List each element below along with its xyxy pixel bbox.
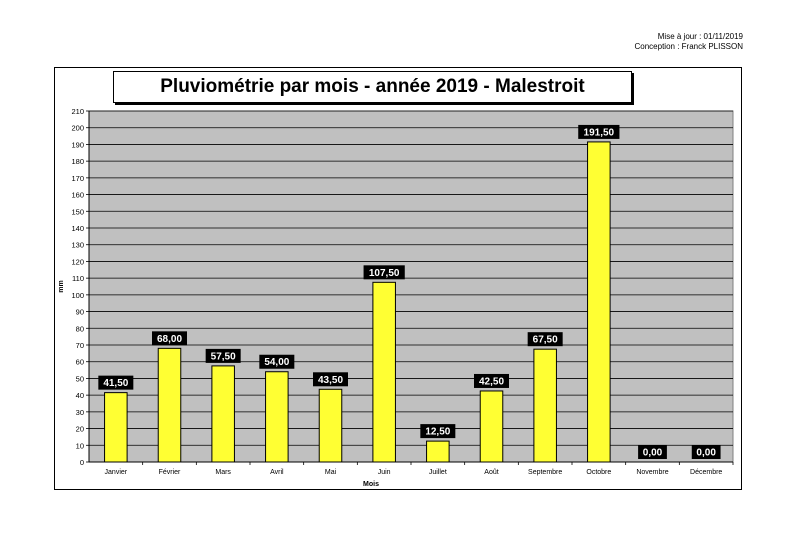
data-label: 107,50	[368, 267, 400, 279]
x-axis-title: Mois	[363, 481, 379, 488]
data-label: 67,50	[532, 334, 558, 346]
x-tick-label: Mars	[215, 469, 231, 476]
bar	[373, 282, 396, 462]
y-tick-label: 30	[75, 407, 84, 417]
data-label: 41,50	[103, 378, 129, 390]
bar	[319, 389, 342, 462]
data-label: 57,50	[210, 351, 236, 363]
x-tick-label: Septembre	[528, 469, 563, 476]
y-tick-label: 110	[72, 274, 84, 284]
y-tick-label: 100	[71, 290, 84, 300]
bar	[427, 441, 450, 462]
y-tick-label: 0	[79, 458, 84, 467]
data-label: 54,00	[264, 357, 290, 369]
y-tick-label: 90	[75, 307, 84, 317]
bar	[212, 366, 235, 462]
y-tick-label: 120	[71, 257, 84, 267]
y-tick-label: 130	[71, 240, 84, 250]
x-tick-label: Octobre	[586, 469, 612, 476]
data-label: 12,50	[425, 426, 451, 438]
x-tick-label: Avril	[270, 469, 284, 476]
y-tick-label: 50	[75, 374, 84, 384]
y-tick-label: 170	[71, 173, 84, 183]
y-tick-label: 200	[71, 123, 84, 133]
x-tick-label: Août	[484, 469, 499, 476]
bar	[105, 393, 128, 462]
x-tick-label: Janvier	[104, 469, 128, 476]
bar	[480, 391, 503, 462]
data-label: 43,50	[317, 374, 344, 386]
data-label: 68,00	[156, 333, 183, 345]
x-tick-label: Décembre	[690, 469, 723, 476]
data-label: 191,50	[583, 127, 615, 139]
y-tick-label: 60	[75, 357, 84, 367]
x-tick-label: Mai	[324, 469, 337, 476]
y-tick-label: 70	[75, 341, 84, 350]
y-tick-label: 10	[75, 441, 84, 451]
y-tick-label: 20	[75, 424, 84, 434]
bar	[588, 142, 611, 462]
bar	[266, 372, 289, 462]
chart-title: Pluviométrie par mois - année 2019 - Malestroit	[113, 71, 632, 103]
data-label: 0,00	[696, 447, 716, 459]
y-tick-label: 140	[71, 224, 84, 233]
bar	[534, 349, 557, 462]
x-tick-label: Novembre	[636, 469, 669, 476]
bar	[158, 348, 181, 462]
data-label: 42,50	[478, 376, 505, 388]
author-credit: Conception : Franck PLISSON	[634, 42, 743, 51]
y-tick-label: 80	[75, 324, 84, 334]
update-date: Mise à jour : 01/11/2019	[657, 32, 743, 41]
y-tick-label: 190	[71, 140, 84, 150]
y-tick-label: 150	[71, 207, 84, 217]
y-tick-label: 180	[71, 157, 84, 167]
data-label: 0,00	[642, 447, 663, 459]
y-tick-label: 210	[71, 107, 84, 116]
y-tick-label: 160	[71, 190, 84, 200]
y-tick-label: 40	[75, 391, 84, 401]
x-tick-label: Juin	[377, 469, 391, 476]
y-axis-title: mm	[58, 280, 65, 293]
x-tick-label: Février	[158, 469, 181, 476]
x-tick-label: Juillet	[428, 469, 447, 476]
plot-area	[89, 111, 733, 462]
